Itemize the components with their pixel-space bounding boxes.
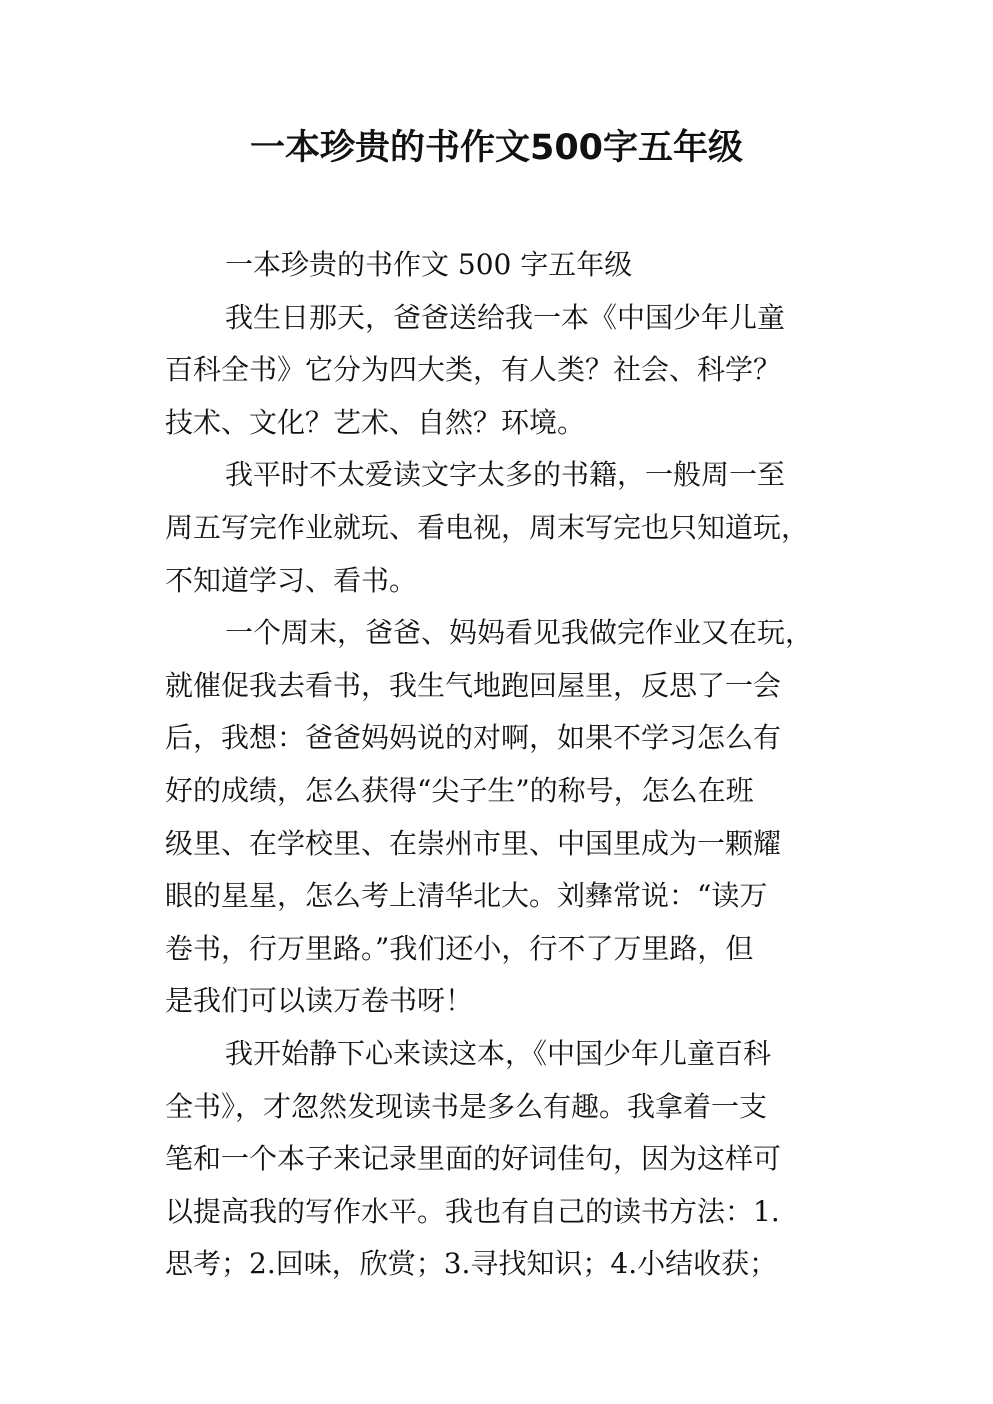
text-line: 思考；2.回味，欣赏；3.寻找知识；4.小结收获； (165, 1247, 778, 1281)
text-line: 技术、文化？艺术、自然？环境。 (165, 405, 586, 439)
text-line: 我开始静下心来读这本，《中国少年儿童百科 (225, 1036, 772, 1070)
text-line: 周五写完作业就玩、看电视，周末写完也只知道玩， (165, 510, 810, 544)
page-title: 一本珍贵的书作文500字五年级 (249, 128, 744, 168)
text-line: 百科全书》它分为四大类，有人类？社会、科学？ (165, 353, 782, 387)
text-line: 眼的星星，怎么考上清华北大。刘彝常说：“读万 (165, 879, 768, 913)
text-line: 全书》，才忽然发现读书是多么有趣。我拿着一支 (165, 1089, 768, 1123)
text-line: 我平时不太爱读文字太多的书籍，一般周一至 (225, 458, 786, 492)
text-line: 后，我想：爸爸妈妈说的对啊，如果不学习怎么有 (165, 721, 782, 755)
text-line: 一本珍贵的书作文 500 字五年级 (225, 248, 633, 281)
text-line: 卷书，行万里路。”我们还小，行不了万里路，但 (165, 931, 754, 965)
text-line: 一个周末，爸爸、妈妈看见我做完作业又在玩， (225, 616, 814, 650)
essay-body (165, 239, 840, 1291)
text-line: 好的成绩，怎么获得“尖子生”的称号，怎么在班 (165, 773, 754, 807)
text-line: 就催促我去看书，我生气地跑回屋里，反思了一会 (165, 668, 782, 702)
text-line: 以提高我的写作水平。我也有自己的读书方法：1. (165, 1194, 780, 1228)
text-line: 级里、在学校里、在崇州市里、中国里成为一颗耀 (165, 826, 782, 860)
text-line: 不知道学习、看书。 (165, 563, 418, 597)
text-line: 笔和一个本子来记录里面的好词佳句，因为这样可 (165, 1142, 782, 1176)
text-line: 我生日那天，爸爸送给我一本《中国少年儿童 (225, 300, 786, 334)
text-line: 是我们可以读万卷书呀！ (165, 984, 474, 1018)
